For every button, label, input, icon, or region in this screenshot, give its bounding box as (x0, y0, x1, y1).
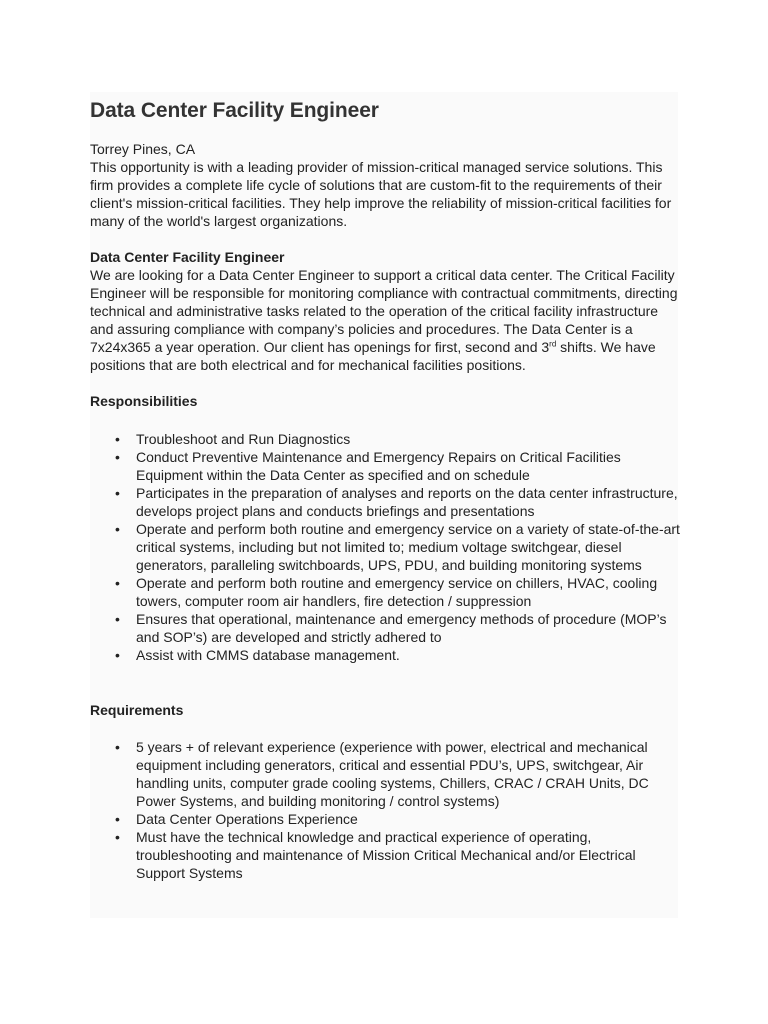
job-location: Torrey Pines, CA (90, 141, 196, 157)
bullet-icon: • (115, 521, 120, 537)
intro-paragraph: This opportunity is with a leading provider of mission-critical managed service solutions. This firm provides a complete life cycle of solutions that are custom-fit to the requirements of their client's mission-critical facilities. They help improve the reliability of mission-critical facilities for many of the world's largest organizations. (90, 159, 672, 229)
responsibilities-list (90, 430, 680, 664)
responsibilities-heading: Responsibilities (90, 393, 198, 409)
bullet-icon: • (115, 829, 120, 845)
list-item: • Data Center Operations Experience (115, 811, 358, 827)
bullet-icon: • (115, 449, 120, 465)
bullet-icon: • (115, 647, 120, 663)
bullet-icon: • (115, 431, 120, 447)
list-item: • Operate and perform both routine and emergency service on chillers, HVAC, cooling towers, computer room air handlers, fire detection / suppression (115, 575, 658, 609)
bullet-icon: • (115, 611, 120, 627)
list-item: • Operate and perform both routine and emergency service on a variety of state-of-the-art critical systems, including but not limited to; medium voltage switchgear, diesel generators, paralleling switchboards, UPS, PDU, and building monitoring systems (115, 521, 680, 573)
list-item: • Assist with CMMS database management. (115, 647, 400, 663)
overview-paragraph (90, 266, 680, 374)
bullet-icon: • (115, 811, 120, 827)
list-item: • Participates in the preparation of analyses and reports on the data center infrastructure, develops project plans and conducts briefings and presentations (115, 485, 678, 519)
job-posting (90, 92, 680, 882)
overview-text-start: We are looking for a Data Center Engineer to support a critical data center. The Critical Facility Engineer will be responsible for monitoring compliance with contractual commitments, directing technical and administrative tasks related to the operation of the critical facility infrastructure and assuring compliance with company’s policies and procedures. The Data Center is a 7x24x365 a year operation. Our client has openings for first, second and 3 (90, 267, 678, 355)
bullet-icon: • (115, 485, 120, 501)
ordinal-superscript: rd (549, 339, 557, 349)
requirements-heading: Requirements (90, 702, 184, 718)
overview-heading: Data Center Facility Engineer (90, 249, 285, 265)
overview-text-end: shifts. We have positions that are both electrical and for mechanical facilities positions. (90, 339, 656, 373)
bullet-icon: • (115, 575, 120, 591)
bullet-icon: • (115, 739, 120, 755)
list-item: • Troubleshoot and Run Diagnostics (115, 431, 351, 447)
requirements-list (90, 738, 680, 882)
list-item: • 5 years + of relevant experience (experience with power, electrical and mechanical equipment including generators, critical and essential PDU’s, UPS, switchgear, Air handling units, computer grade cooling systems, Chillers, CRAC / CRAH Units, DC Power Systems, and building monitoring / control systems) (115, 739, 649, 809)
list-item: • Ensures that operational, maintenance and emergency methods of procedure (MOP’s and SOP’s) are developed and strictly adhered to (115, 611, 667, 645)
list-item: • Must have the technical knowledge and practical experience of operating, troubleshooting and maintenance of Mission Critical Mechanical and/or Electrical Support Systems (115, 829, 636, 881)
list-item: • Conduct Preventive Maintenance and Emergency Repairs on Critical Facilities Equipment within the Data Center as specified and on schedule (115, 449, 621, 483)
job-title: Data Center Facility Engineer (90, 99, 379, 122)
